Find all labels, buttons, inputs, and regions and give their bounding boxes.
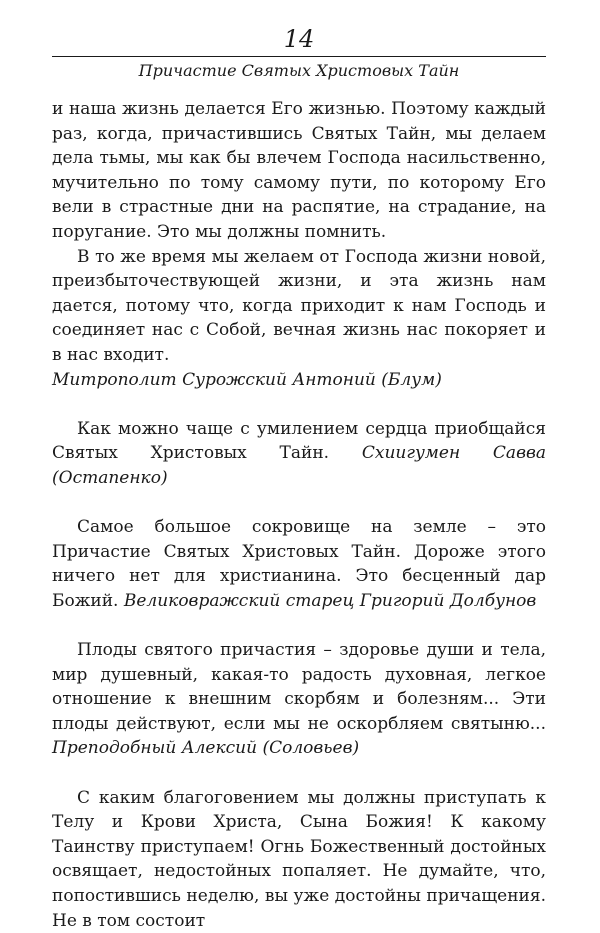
body-text bbox=[52, 97, 546, 933]
paragraph-quote bbox=[52, 638, 546, 761]
paragraph-text: С каким благоговением мы должны приступать к Телу и Крови Христа, Сына Божия! К какому Таинству приступаем! Огнь Божественный достойных освящает, недостойных попаляет. Не думайте, что, попостившись неделю, вы уже достойны причащения. Не в том состоит bbox=[52, 787, 546, 931]
page-number: 14 bbox=[283, 25, 315, 53]
paragraph-text: Плоды святого причастия – здоровье души и тела, мир душевный, какая-то радость духовная, легкое отношение к внешним скорбям и болезням... Эти плоды действуют, если мы не оскорбляем святыню... bbox=[52, 640, 546, 734]
paragraph-text: Как можно чаще с умилением сердца приобщайся Святых Христовых Тайн. bbox=[52, 418, 546, 464]
paragraph-text: и наша жизнь делается Его жизнью. Поэтому каждый раз, когда, причастившись Святых Тайн, мы делаем дела тьмы, мы как бы влечем Господа насильственно, мучительно по тому самому пути, по которому Его вели в страстные дни на распятие, на страдание, на поругание. Это мы должны помнить. bbox=[52, 99, 546, 242]
quote-author: Схиигумен Савва (Остапенко) bbox=[52, 443, 546, 488]
book-page bbox=[52, 24, 546, 933]
paragraph-quote bbox=[52, 245, 546, 393]
quote-author: Преподобный Алексий (Соловьев) bbox=[52, 738, 360, 759]
header-rule bbox=[52, 56, 546, 57]
paragraph-text: В то же время мы желаем от Господа жизни новой, преизбыточествующей жизни, и эта жизнь нам дается, потому что, когда приходит к нам Господь и соединяет нас с Собой, вечная жизнь нас покоряет и в нас входит. bbox=[52, 246, 546, 365]
paragraph-quote bbox=[52, 515, 546, 613]
quote-author: Великовражский старец Григорий Долбунов bbox=[123, 590, 537, 611]
running-head: Причастие Святых Христовых Тайн bbox=[138, 61, 460, 80]
quote-author: Митрополит Сурожский Антоний (Блум) bbox=[52, 369, 442, 390]
paragraph-text: Самое большое сокровище на земле – это Причастие Святых Христовых Тайн. Дороже этого ничего нет для христианина. Это бесценный дар Божий. bbox=[52, 517, 546, 611]
paragraph-quote bbox=[52, 786, 546, 933]
paragraph-quote bbox=[52, 417, 546, 491]
paragraph-continuation bbox=[52, 97, 546, 245]
